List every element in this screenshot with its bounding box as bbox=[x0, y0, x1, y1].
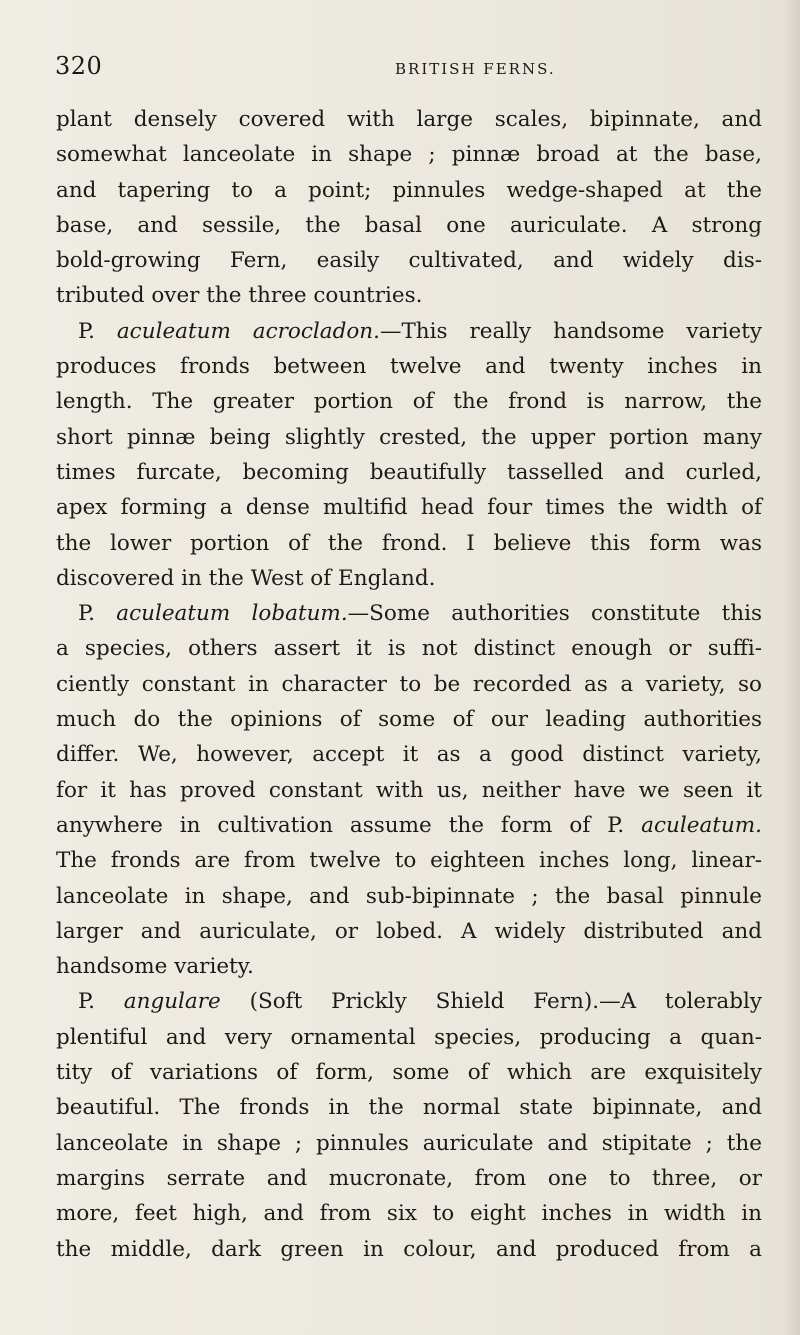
page-edge-shadow bbox=[782, 0, 800, 1335]
text-line: for it has proved constant with us, neither have we seen it bbox=[56, 777, 762, 803]
page-header bbox=[0, 52, 800, 92]
text-line: the middle, dark green in colour, and produced from a bbox=[56, 1236, 762, 1262]
text-line: times furcate, becoming beautifully tasselled and curled, bbox=[56, 459, 762, 485]
body-text bbox=[56, 102, 762, 1267]
text-line: larger and auriculate, or lobed. A widely distributed and bbox=[56, 918, 762, 944]
species-name: aculeatum lobatum. bbox=[116, 601, 348, 627]
text-line: tity of variations of form, some of which are exquisitely bbox=[56, 1060, 762, 1086]
entry-heading-lobatum: P. aculeatum lobatum.—Some authorities constitute this bbox=[78, 601, 762, 627]
text-line: more, feet high, and from six to eight inches in width in bbox=[56, 1201, 762, 1227]
text-line: length. The greater portion of the frond is narrow, the bbox=[56, 389, 762, 415]
text-line: anywhere in cultivation assume the form of P. aculeatum. bbox=[56, 812, 762, 838]
species-name: aculeatum. bbox=[641, 812, 762, 838]
text-line: tributed over the three countries. bbox=[56, 283, 423, 309]
text-line: The fronds are from twelve to eighteen inches long, linear- bbox=[56, 848, 762, 874]
text-line: base, and sessile, the basal one auriculate. A strong bbox=[56, 212, 762, 238]
text-line: apex forming a dense multifid head four times the width of bbox=[56, 495, 762, 521]
text-line: much do the opinions of some of our leading authorities bbox=[56, 707, 762, 733]
text-line: bold-growing Fern, easily cultivated, and widely dis- bbox=[56, 248, 762, 274]
text-line: margins serrate and mucronate, from one to three, or bbox=[56, 1165, 762, 1191]
entry-heading-angulare: P. angulare (Soft Prickly Shield Fern).—A tolerably bbox=[78, 989, 762, 1015]
text-line: and tapering to a point; pinnules wedge-shaped at the bbox=[56, 177, 762, 203]
text-line: somewhat lanceolate in shape ; pinnæ broad at the base, bbox=[56, 142, 762, 168]
text-line: produces fronds between twelve and twenty inches in bbox=[56, 354, 762, 380]
text-line: short pinnæ being slightly crested, the upper portion many bbox=[56, 424, 762, 450]
text-line: lanceolate in shape, and sub-bipinnate ; the basal pinnule bbox=[56, 883, 762, 909]
text-line: lanceolate in shape ; pinnules auriculate and stipitate ; the bbox=[56, 1130, 762, 1156]
page-number: 320 bbox=[55, 52, 103, 80]
text-line: differ. We, however, accept it as a good distinct variety, bbox=[56, 742, 762, 768]
running-title: BRITISH FERNS. bbox=[395, 60, 556, 78]
species-name: aculeatum acrocladon. bbox=[116, 318, 380, 344]
text-line: discovered in the West of England. bbox=[56, 565, 436, 591]
text-line: handsome variety. bbox=[56, 954, 254, 980]
text-line: plant densely covered with large scales, bipinnate, and bbox=[56, 107, 762, 132]
text-line: plentiful and very ornamental species, producing a quan- bbox=[56, 1024, 762, 1050]
species-name: angulare bbox=[123, 989, 221, 1015]
text-line: beautiful. The fronds in the normal state bipinnate, and bbox=[56, 1095, 762, 1121]
text-line: the lower portion of the frond. I believe this form was bbox=[56, 530, 762, 556]
entry-heading-acrocladon: P. aculeatum acrocladon.—This really handsome variety bbox=[78, 318, 762, 344]
text-line: ciently constant in character to be recorded as a variety, so bbox=[56, 671, 762, 697]
text-line: a species, others assert it is not distinct enough or suffi- bbox=[56, 636, 762, 662]
